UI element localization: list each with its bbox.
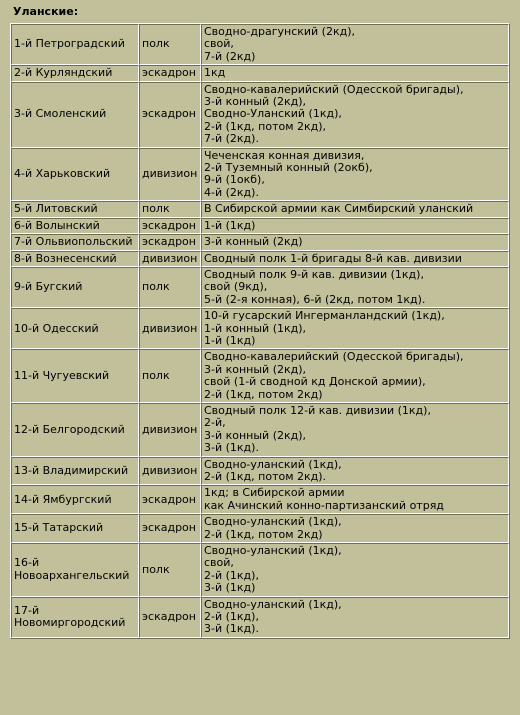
unit-name-cell: 11-й Чугуевский [11, 349, 139, 403]
unit-desc-cell: Сводно-кавалерийский (Одесской бригады), 3-й конный (2кд), свой (1-й сводной кд Донской армии), 2-й (1кд, потом 2кд) [201, 349, 509, 403]
table-row [11, 234, 509, 250]
unit-desc-cell: Сводный полк 1-й бригады 8-й кав. дивизии [201, 251, 509, 267]
unit-type-cell: эскадрон [139, 65, 201, 81]
unit-desc-cell: Сводно-кавалерийский (Одесской бригады), 3-й конный (2кд), Сводно-Уланский (1кд), 2-й (1кд, потом 2кд), 7-й (2кд). [201, 82, 509, 148]
unit-name-cell: 3-й Смоленский [11, 82, 139, 148]
unit-type-cell: эскадрон [139, 82, 201, 148]
table-row [11, 267, 509, 308]
table-row [11, 308, 509, 349]
unit-desc-cell: Сводно-уланский (1кд), свой, 2-й (1кд), 3-й (1кд) [201, 543, 509, 597]
unit-type-cell: эскадрон [139, 234, 201, 250]
table-row [11, 403, 509, 457]
section-heading: Уланские: [13, 5, 79, 18]
table-row [11, 251, 509, 267]
unit-name-cell: 4-й Харьковский [11, 148, 139, 202]
table-row [11, 543, 509, 597]
unit-name-cell: 9-й Бугский [11, 267, 139, 308]
units-table [10, 23, 510, 639]
unit-type-cell: дивизион [139, 308, 201, 349]
unit-desc-cell: Сводно-уланский (1кд), 2-й (1кд), 3-й (1кд). [201, 597, 509, 638]
unit-name-cell: 15-й Татарский [11, 514, 139, 543]
unit-name-cell: 7-й Ольвиопольский [11, 234, 139, 250]
table-row [11, 457, 509, 486]
unit-name-cell: 12-й Белгородский [11, 403, 139, 457]
unit-type-cell: дивизион [139, 251, 201, 267]
table-row [11, 65, 509, 81]
table-row [11, 597, 509, 638]
unit-desc-cell: Сводно-драгунский (2кд), свой, 7-й (2кд) [201, 24, 509, 65]
table-row [11, 201, 509, 217]
table-row [11, 24, 509, 65]
unit-desc-cell: Сводно-уланский (1кд), 2-й (1кд, потом 2кд) [201, 514, 509, 543]
unit-type-cell: полк [139, 349, 201, 403]
unit-type-cell: полк [139, 24, 201, 65]
table-row [11, 148, 509, 202]
unit-type-cell: эскадрон [139, 218, 201, 234]
unit-desc-cell: Сводный полк 12-й кав. дивизии (1кд), 2-й, 3-й конный (2кд), 3-й (1кд). [201, 403, 509, 457]
unit-type-cell: полк [139, 201, 201, 217]
unit-name-cell: 13-й Владимирский [11, 457, 139, 486]
table-row [11, 514, 509, 543]
unit-desc-cell: 3-й конный (2кд) [201, 234, 509, 250]
unit-type-cell: дивизион [139, 403, 201, 457]
unit-name-cell: 17-й Новомиргородский [11, 597, 139, 638]
unit-name-cell: 14-й Ямбургский [11, 485, 139, 514]
unit-desc-cell: Сводный полк 9-й кав. дивизии (1кд), свой (9кд), 5-й (2-я конная), 6-й (2кд, потом 1кд). [201, 267, 509, 308]
table-row [11, 485, 509, 514]
unit-desc-cell: 1-й (1кд) [201, 218, 509, 234]
table-row [11, 349, 509, 403]
unit-name-cell: 5-й Литовский [11, 201, 139, 217]
unit-desc-cell: 1кд [201, 65, 509, 81]
table-row [11, 218, 509, 234]
unit-type-cell: дивизион [139, 457, 201, 486]
unit-name-cell: 10-й Одесский [11, 308, 139, 349]
units-table-body [11, 24, 509, 638]
unit-name-cell: 6-й Волынский [11, 218, 139, 234]
unit-type-cell: эскадрон [139, 485, 201, 514]
unit-desc-cell: 1кд; в Сибирской армии как Ачинский конно-партизанский отряд [201, 485, 509, 514]
unit-name-cell: 16-й Новоархангельский [11, 543, 139, 597]
unit-type-cell: эскадрон [139, 597, 201, 638]
unit-name-cell: 2-й Курляндский [11, 65, 139, 81]
unit-type-cell: полк [139, 543, 201, 597]
unit-desc-cell: Сводно-уланский (1кд), 2-й (1кд, потом 2кд). [201, 457, 509, 486]
unit-name-cell: 1-й Петроградский [11, 24, 139, 65]
unit-type-cell: эскадрон [139, 514, 201, 543]
unit-desc-cell: 10-й гусарский Ингерманландский (1кд), 1-й конный (1кд), 1-й (1кд) [201, 308, 509, 349]
unit-desc-cell: В Сибирской армии как Симбирский уланский [201, 201, 509, 217]
unit-desc-cell: Чеченская конная дивизия, 2-й Туземный конный (2окб), 9-й (1окб), 4-й (2кд). [201, 148, 509, 202]
table-row [11, 82, 509, 148]
unit-type-cell: дивизион [139, 148, 201, 202]
unit-type-cell: полк [139, 267, 201, 308]
unit-name-cell: 8-й Вознесенский [11, 251, 139, 267]
